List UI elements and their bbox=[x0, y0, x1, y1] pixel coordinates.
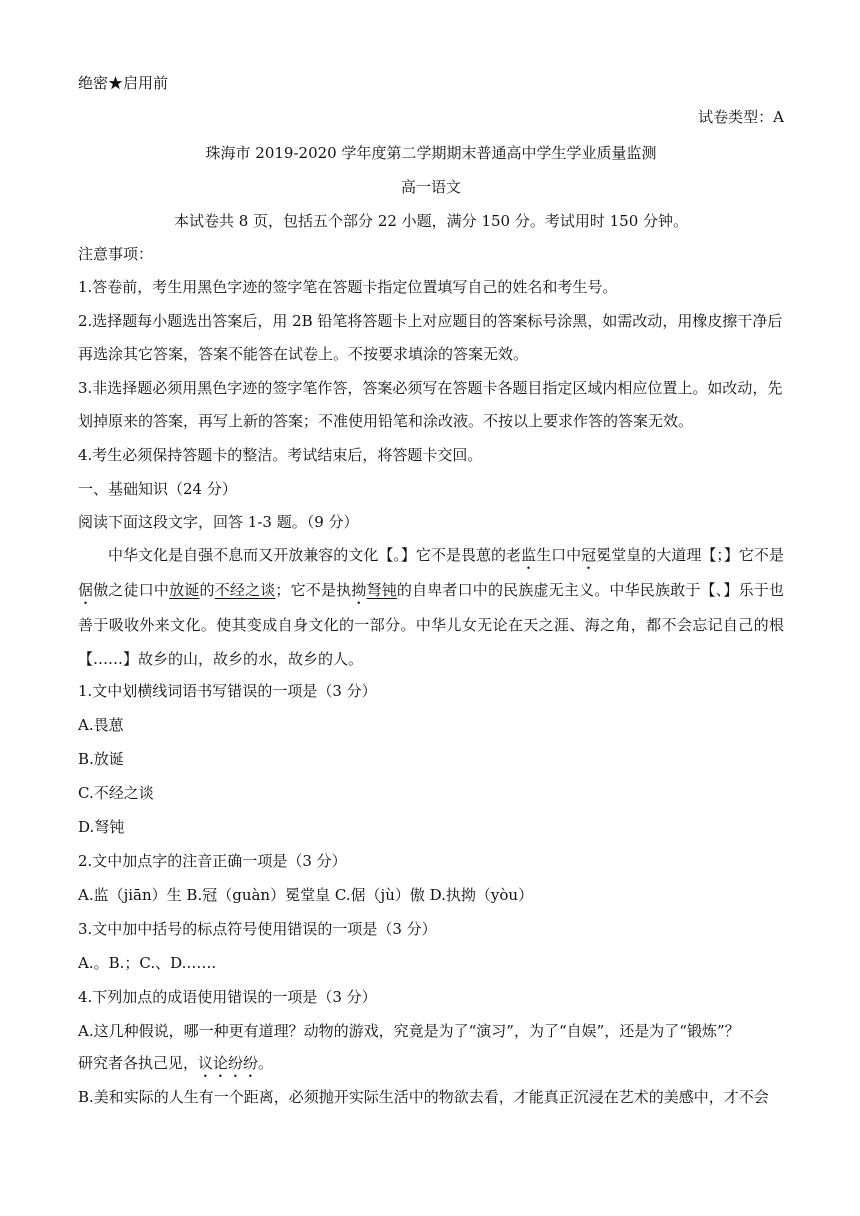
dotted-char: 拗 bbox=[351, 581, 367, 599]
dotted-idiom: 议论纷纷 bbox=[198, 1054, 259, 1072]
reading-prompt: 阅读下面这段文字，回答 1-3 题。（9 分） bbox=[78, 513, 359, 531]
reading-passage: 中华文化是自强不息而又开放兼容的文化【。】它不是畏葸的老监生口中冠冕堂皇的大道理【；】它不是倨傲之徒口中放诞的不经之谈；它不是执拗弩钝的自卑者口中的民族虚无主义。中华民族敢于【、】乐于也善于吸收外来文化。使其变成自身文化的一部分。中华儿女无论在天之涯、海之角，都不会忘记自己的根【……】故乡的山，故乡的水，故乡的人。 bbox=[78, 546, 784, 668]
exam-title: 珠海市 2019-2020 学年度第二学期期末普通高中学生学业质量监测 bbox=[205, 144, 657, 162]
question-3-stem: 3.文中加中括号的标点符号使用错误的一项是（3 分） bbox=[78, 920, 437, 938]
underlined-word: 放诞 bbox=[169, 581, 200, 599]
q1-option-c: C.不经之谈 bbox=[78, 784, 154, 802]
q4-option-b-line1: B.美和实际的人生有一个距离，必须抛开实际生活中的物欲去看，才能真正沉浸在艺术的美感中，才不会 bbox=[78, 1088, 769, 1106]
notice-item: 1.答卷前，考生用黑色字迹的签字笔在答题卡指定位置填写自己的姓名和考生号。 bbox=[78, 278, 618, 296]
q4-option-a-line2: 研究者各执己见，议论纷纷。 bbox=[78, 1054, 274, 1072]
section-heading: 一、基础知识（24 分） bbox=[78, 480, 237, 498]
notice-item: 划掉原来的答案，再写上新的答案；不准使用铅笔和涂改液。不按以上要求作答的答案无效。 bbox=[78, 412, 694, 430]
q2-options: A.监（jiān）生 B.冠（guàn）冕堂皇 C.倨（jù）傲 D.执拗（yòu） bbox=[78, 886, 534, 904]
q1-option-a: A.畏葸 bbox=[78, 716, 124, 734]
q1-option-d: D.弩钝 bbox=[78, 818, 125, 836]
notice-item: 3.非选择题必须用黑色字迹的签字笔作答，答案必须写在答题卡各题目指定区域内相应位置上。如改动，先 bbox=[78, 379, 783, 397]
q4-option-a-line1: A.这几种假说，哪一种更有道理？动物的游戏，究竟是为了“演习”，为了“自娱”，还是为了“锻炼”？ bbox=[78, 1022, 740, 1040]
underlined-word: 弩钝 bbox=[366, 581, 397, 599]
question-2-stem: 2.文中加点字的注音正确一项是（3 分） bbox=[78, 852, 347, 870]
q1-option-b: B.放诞 bbox=[78, 750, 124, 768]
secret-label: 绝密★启用前 bbox=[78, 74, 169, 92]
q3-options: A.。B.；C.、D.…… bbox=[78, 954, 217, 972]
question-4-stem: 4.下列加点的成语使用错误的一项是（3 分） bbox=[78, 988, 377, 1006]
notice-heading: 注意事项： bbox=[78, 245, 154, 263]
notice-item: 2.选择题每小题选出答案后，用 2B 铅笔将答题卡上对应题目的答案标号涂黑，如需改动，用橡皮擦干净后 bbox=[78, 312, 783, 330]
subject-title: 高一语文 bbox=[400, 178, 461, 196]
dotted-char: 倨 bbox=[78, 581, 94, 599]
exam-info: 本试卷共 8 页，包括五个部分 22 小题，满分 150 分。考试用时 150 分钟。 bbox=[173, 212, 689, 230]
dotted-char: 冠 bbox=[581, 546, 597, 564]
underlined-word: 不经之谈 bbox=[214, 581, 276, 599]
question-1-stem: 1.文中划横线词语书写错误的一项是（3 分） bbox=[78, 682, 377, 700]
notice-item: 4.考生必须保持答题卡的整洁。考试结束后，将答题卡交回。 bbox=[78, 446, 483, 464]
paper-type: 试卷类型：A bbox=[698, 108, 784, 126]
dotted-char: 监 bbox=[521, 546, 537, 564]
notice-item: 再选涂其它答案，答案不能答在试卷上。不按要求填涂的答案无效。 bbox=[78, 345, 529, 363]
